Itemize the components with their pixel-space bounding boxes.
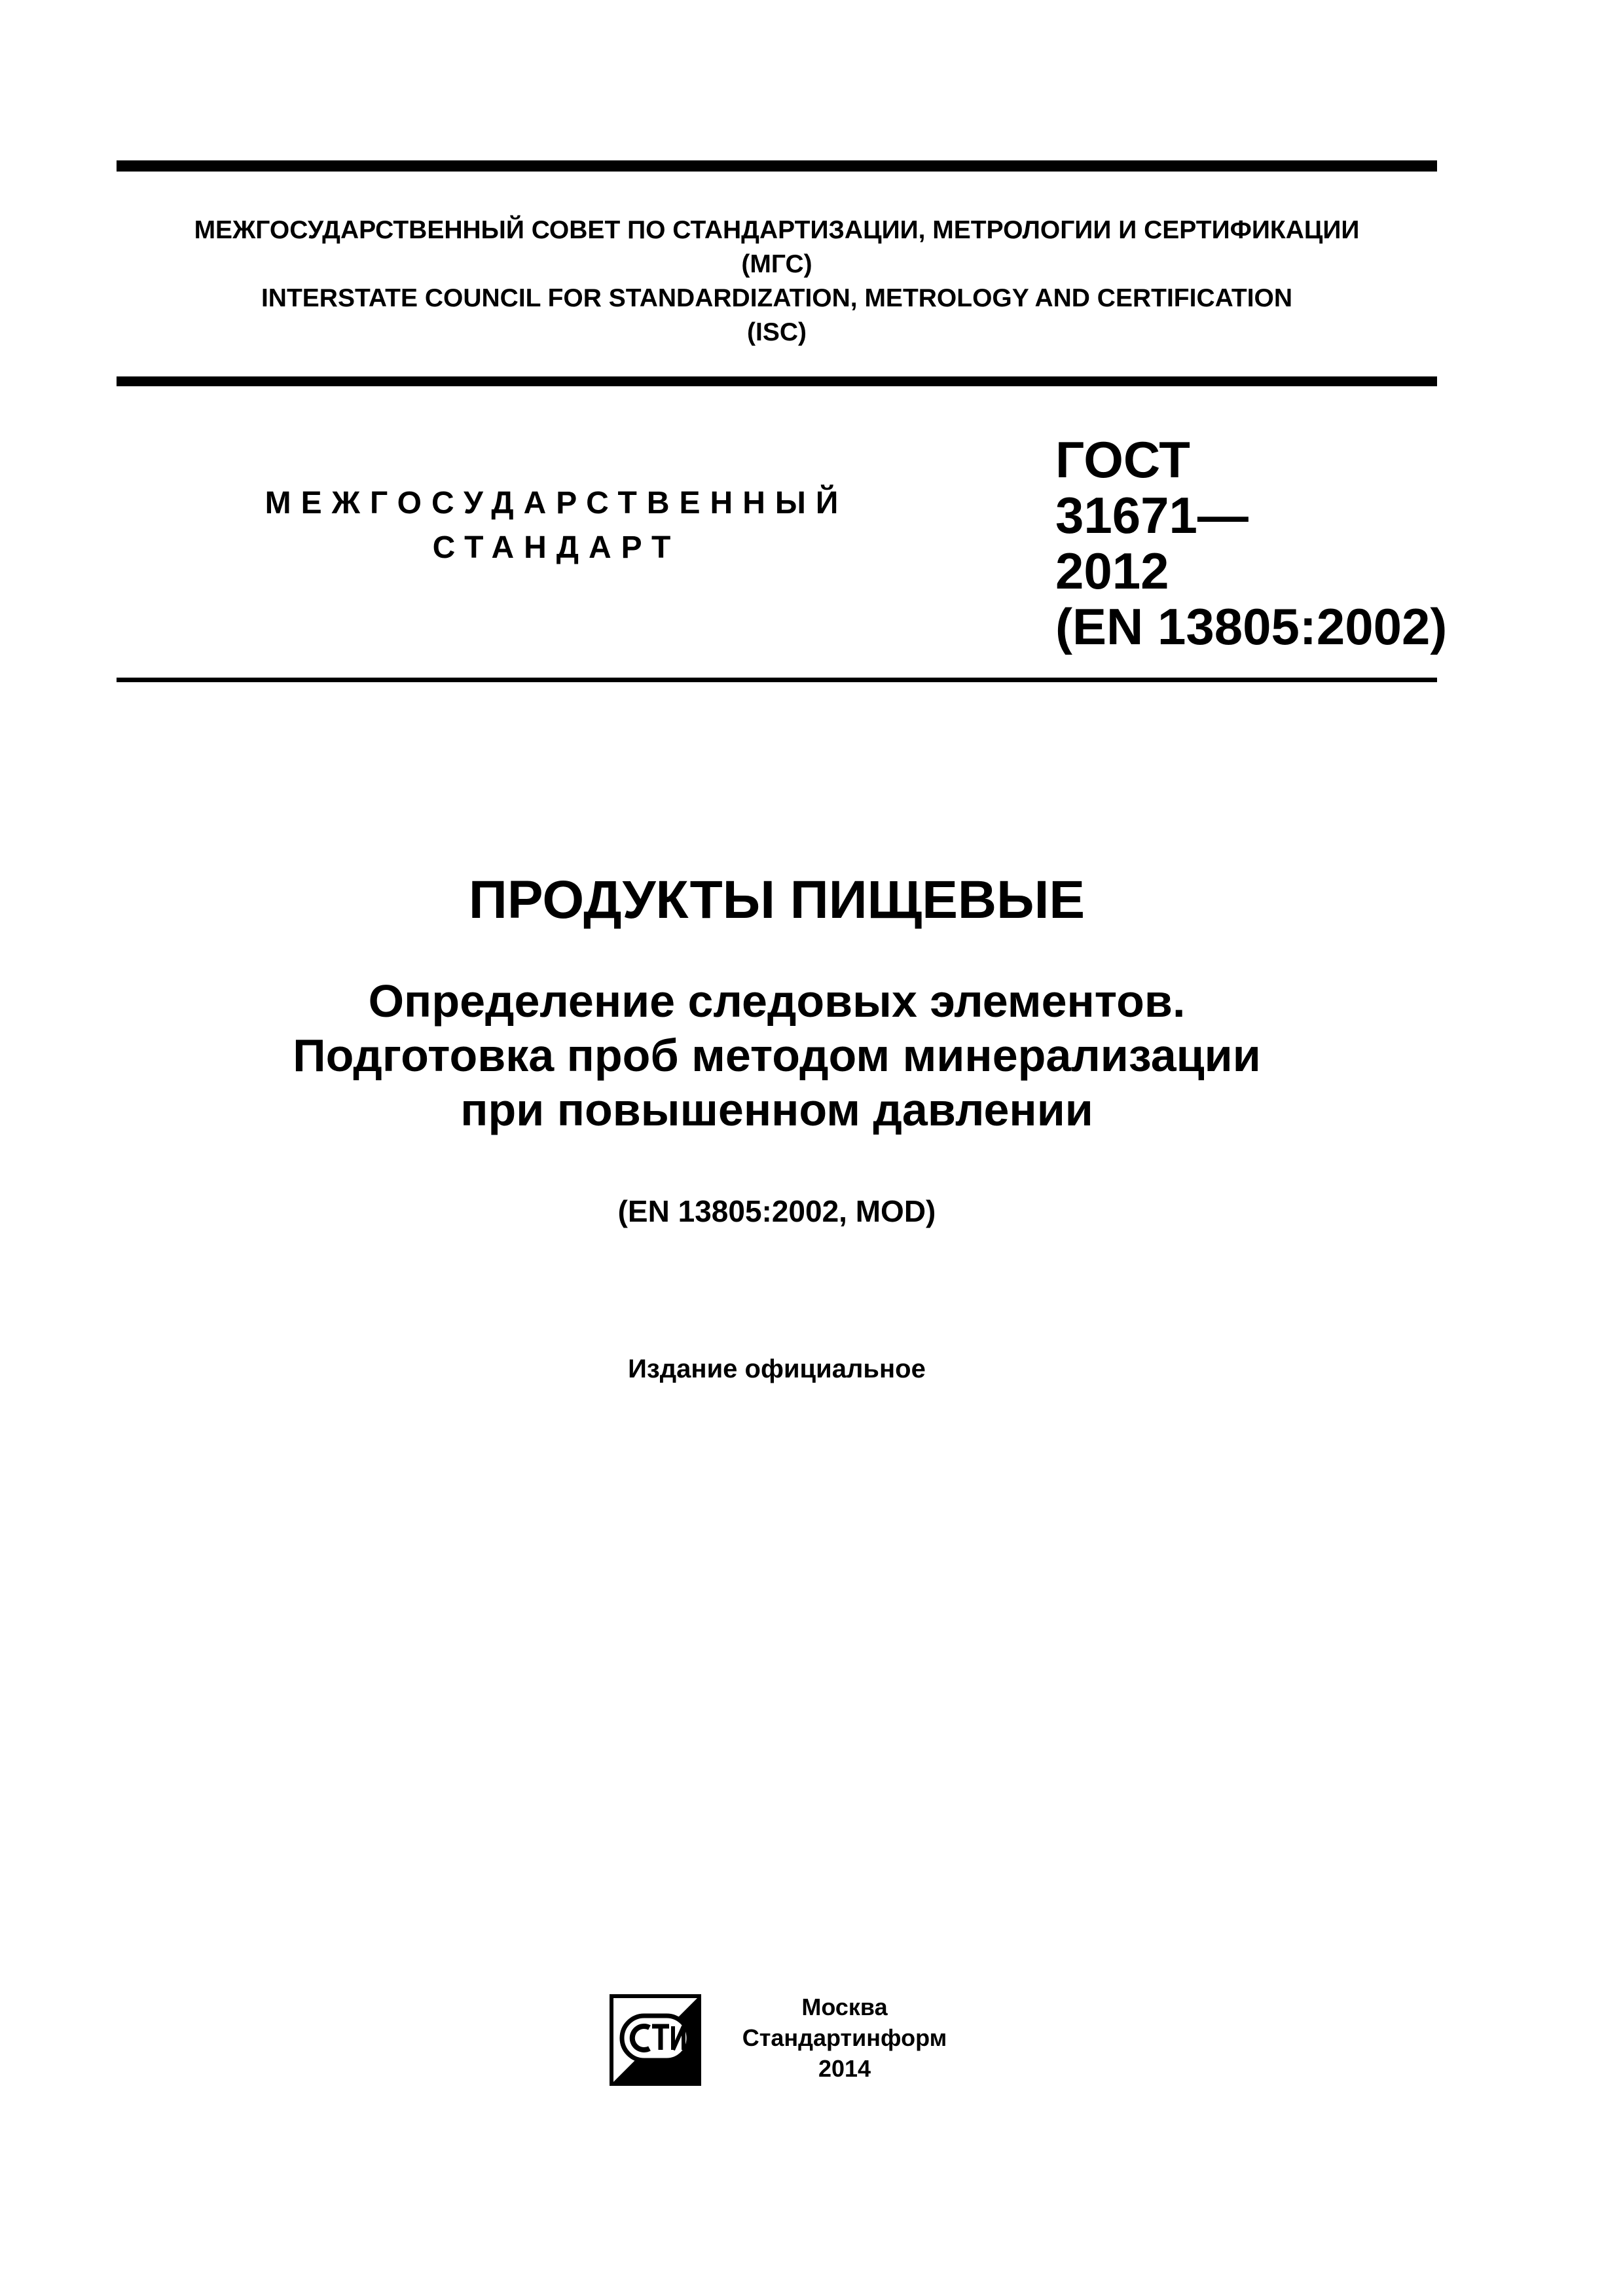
council-name-ru: МЕЖГОСУДАРСТВЕННЫЙ СОВЕТ ПО СТАНДАРТИЗАЦИИ, МЕТРОЛОГИИ И СЕРТИФИКАЦИИ bbox=[194, 216, 1360, 244]
publisher-name: Стандартинформ bbox=[742, 2024, 947, 2051]
modification-reference: (EN 13805:2002, MOD) bbox=[617, 1194, 936, 1228]
standard-type bbox=[216, 481, 897, 570]
publisher-block bbox=[720, 1992, 969, 2084]
standard-type-line1: МЕЖГОСУДАРСТВЕННЫЙ bbox=[264, 486, 848, 520]
standartinform-logo-icon bbox=[609, 1994, 702, 2086]
council-name-en: INTERSTATE COUNCIL FOR STANDARDIZATION, METROLOGY AND CERTIFICATION bbox=[261, 284, 1293, 312]
subtitle-line1: Определение следовых элементов. bbox=[368, 975, 1186, 1027]
designation-number: 31671— bbox=[1055, 486, 1249, 544]
document-title: ПРОДУКТЫ ПИЩЕВЫЕ bbox=[468, 870, 1085, 930]
subtitle-line3: при повышенном давлении bbox=[460, 1084, 1093, 1135]
subtitle-line2: Подготовка проб методом минерализации bbox=[293, 1030, 1261, 1081]
council-header bbox=[117, 213, 1437, 350]
standard-designation bbox=[1055, 432, 1447, 655]
council-abbr-en: (ISC) bbox=[747, 318, 807, 346]
publisher-year: 2014 bbox=[818, 2055, 871, 2082]
designation-year: 2012 bbox=[1055, 542, 1169, 600]
designation-equivalent: (EN 13805:2002) bbox=[1055, 598, 1448, 655]
standard-type-line2: СТАНДАРТ bbox=[432, 530, 681, 565]
designation-prefix: ГОСТ bbox=[1055, 431, 1190, 488]
publisher-city: Москва bbox=[801, 1994, 888, 2020]
council-abbr-ru: (МГС) bbox=[741, 250, 812, 278]
header-rule bbox=[117, 376, 1437, 386]
document-subtitle bbox=[117, 974, 1437, 1137]
designation-rule bbox=[117, 678, 1437, 682]
top-rule bbox=[117, 160, 1437, 172]
edition-note: Издание официальное bbox=[628, 1355, 926, 1383]
